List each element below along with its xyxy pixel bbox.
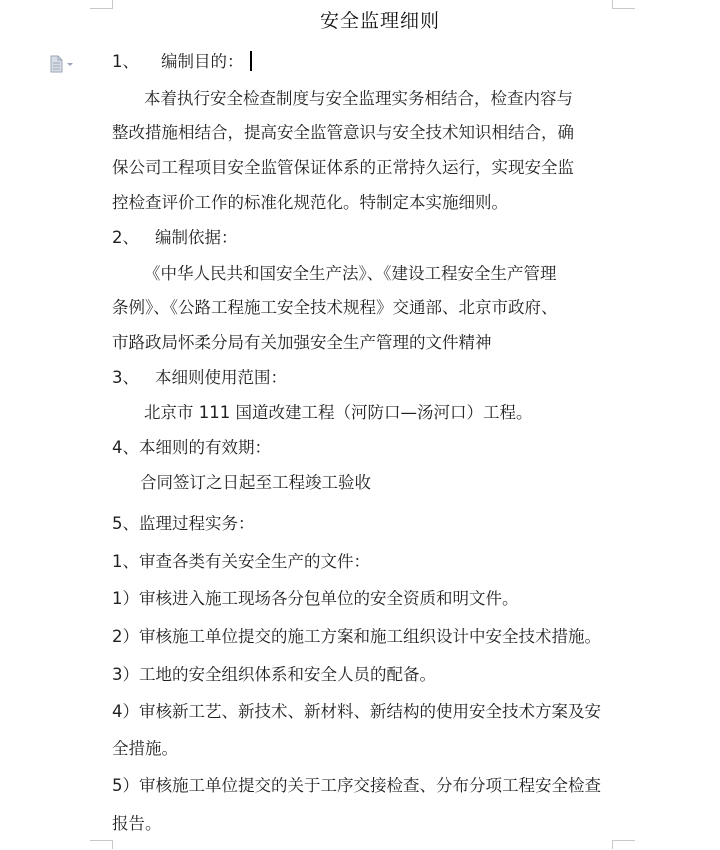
paragraph-options-icon[interactable] (48, 55, 78, 73)
list-item: 5）审核施工单位提交的关于工序交接检查、分布分项工程安全检查 (112, 776, 601, 795)
section-1-line: 保公司工程项目安全监管保证体系的正常持久运行，实现安全监 (112, 158, 574, 177)
subsection-1-heading: 1、审查各类有关安全生产的文件： (112, 552, 370, 571)
page-title: 安全监理细则 (319, 10, 440, 32)
section-5-heading: 5、监理过程实务： (112, 514, 255, 533)
section-2-heading: 2、 编制依据： (112, 228, 238, 247)
section-1-heading: 1、 编制目的： (112, 48, 252, 72)
section-1-line: 整改措施相结合，提高安全监管意识与安全技术知识相结合，确 (112, 123, 574, 142)
section-1-line: 本着执行安全检查制度与安全监理实务相结合，检查内容与 (144, 89, 573, 108)
text-cursor (250, 51, 252, 71)
list-item-continuation: 报告。 (112, 814, 162, 833)
list-item: 1）审核进入施工现场各分包单位的安全资质和明文件。 (112, 589, 519, 608)
list-item: 4）审核新工艺、新技术、新材料、新结构的使用安全技术方案及安 (112, 702, 601, 721)
section-1-line: 控检查评价工作的标准化规范化。特制定本实施细则。 (112, 193, 508, 212)
list-item: 3）工地的安全组织体系和安全人员的配备。 (112, 665, 436, 684)
list-item-continuation: 全措施。 (112, 739, 178, 758)
section-3-heading: 3、 本细则使用范围： (112, 368, 287, 387)
margin-corner-bottom-left (90, 840, 113, 849)
section-3-line: 北京市 111 国道改建工程（河防口—汤河口）工程。 (144, 403, 533, 422)
section-4-line: 合同签订之日起至工程竣工验收 (140, 473, 371, 492)
list-item: 2）审核施工单位提交的施工方案和施工组织设计中安全技术措施。 (112, 627, 601, 646)
section-2-line: 市路政局怀柔分局有关加强安全生产管理的文件精神 (112, 333, 492, 352)
section-2-line: 条例》、《公路工程施工安全技术规程》交通部、北京市政府、 (112, 298, 558, 317)
margin-corner-bottom-right (612, 840, 635, 849)
section-2-line: 《中华人民共和国安全生产法》、《建设工程安全生产管理 (144, 264, 557, 283)
section-4-heading: 4、本细则的有效期： (112, 438, 271, 457)
